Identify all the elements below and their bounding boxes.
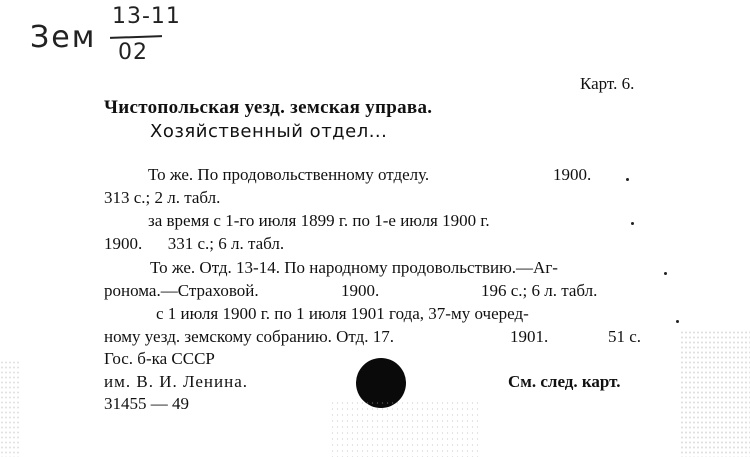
entry-line: То же. Отд. 13-14. По народному продовольствию.—Аг- <box>150 258 558 277</box>
ink-speck <box>631 222 634 225</box>
library-inventory-number: 31455 — 49 <box>104 394 189 413</box>
entry-line: за время с 1-го июля 1899 г. по 1-е июля 1900 г. <box>148 211 490 230</box>
library-name: Гос. б-ка СССР <box>104 349 215 368</box>
scan-noise <box>0 360 20 457</box>
card-number: Карт. 6. <box>580 74 635 93</box>
ink-speck <box>664 272 667 275</box>
entry-year: 1901. <box>510 327 549 346</box>
card-title: Чистопольская уезд. земская управа. <box>104 97 433 118</box>
card-subtitle: Хозяйственный отдел... <box>150 121 388 142</box>
entry-line: 1900. 331 с.; 6 л. табл. <box>104 234 285 253</box>
library-dedication: им. В. И. Ленина. <box>104 372 249 391</box>
entry-line: ронома.—Страховой. <box>104 281 259 300</box>
entry-year: 1900. <box>553 165 592 184</box>
scan-noise <box>330 400 480 457</box>
entry-pages: 196 с.; 6 л. табл. <box>481 281 598 300</box>
entry-line: 313 с.; 2 л. табл. <box>104 188 221 207</box>
entry-pages: 51 с. <box>608 327 642 346</box>
handwritten-numerator: 13-11 <box>112 4 181 29</box>
scan-noise <box>680 330 750 457</box>
handwritten-code: Зем <box>30 20 97 55</box>
entry-line: То же. По продовольственному отделу. <box>148 165 430 184</box>
entry-line: ному уезд. земскому собранию. Отд. 17. <box>104 327 395 346</box>
see-next-card-note: См. след. карт. <box>508 372 621 391</box>
handwritten-denominator: 02 <box>118 40 148 65</box>
entry-year: 1900. <box>341 281 380 300</box>
ink-speck <box>626 178 629 181</box>
ink-speck <box>676 320 679 323</box>
fraction-bar <box>110 35 162 39</box>
entry-line: с 1 июля 1900 г. по 1 июля 1901 года, 37-му очеред- <box>156 304 529 323</box>
